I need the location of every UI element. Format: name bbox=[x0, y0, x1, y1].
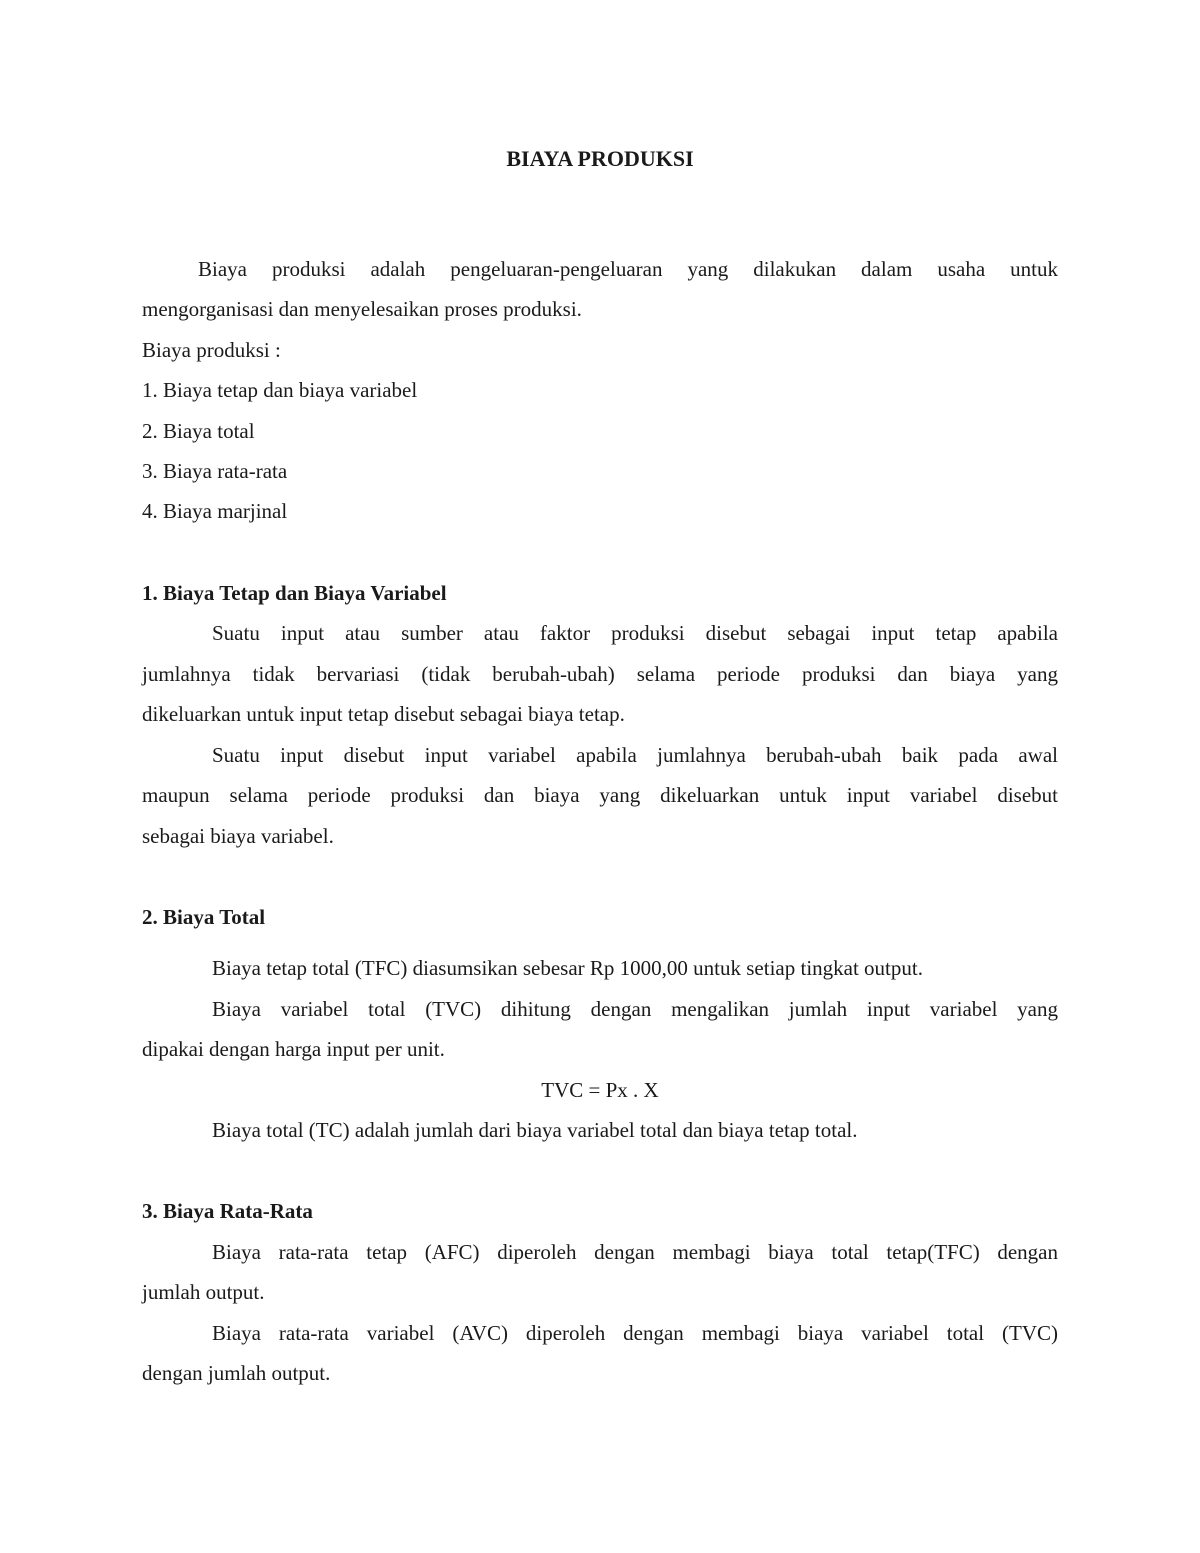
section-3-p1-line: jumlah output. bbox=[142, 1280, 265, 1304]
section-1-p2-line: Suatu input disebut input variabel apabila jumlahnya berubah-ubah baik pada awal bbox=[212, 743, 1058, 767]
list-item: 2. Biaya total bbox=[142, 419, 255, 443]
section-3-p1-line: Biaya rata-rata tetap (AFC) diperoleh dengan membagi biaya total tetap(TFC) dengan bbox=[212, 1240, 1058, 1264]
section-2-p2-line: dipakai dengan harga input per unit. bbox=[142, 1037, 445, 1061]
section-2-p3: Biaya total (TC) adalah jumlah dari biaya variabel total dan biaya tetap total. bbox=[212, 1118, 858, 1142]
section-1-p1-line: Suatu input atau sumber atau faktor produksi disebut sebagai input tetap apabila bbox=[212, 621, 1058, 645]
section-1-p1-line: jumlahnya tidak bervariasi (tidak berubah-ubah) selama periode produksi dan biaya yang bbox=[142, 662, 1058, 686]
formula: TVC = Px . X bbox=[541, 1078, 659, 1102]
section-1-p2-line: maupun selama periode produksi dan biaya yang dikeluarkan untuk input variabel disebut bbox=[142, 783, 1058, 807]
list-item: 4. Biaya marjinal bbox=[142, 499, 288, 523]
section-1-p1-line: dikeluarkan untuk input tetap disebut sebagai biaya tetap. bbox=[142, 702, 625, 726]
section-2-p1: Biaya tetap total (TFC) diasumsikan sebesar Rp 1000,00 untuk setiap tingkat output. bbox=[212, 956, 923, 980]
section-3-p2-line: Biaya rata-rata variabel (AVC) diperoleh dengan membagi biaya variabel total (TVC) bbox=[212, 1321, 1058, 1345]
list-item: 3. Biaya rata-rata bbox=[142, 459, 288, 483]
section-2-p2-line: Biaya variabel total (TVC) dihitung dengan mengalikan jumlah input variabel yang bbox=[212, 997, 1058, 1021]
list-item: 1. Biaya tetap dan biaya variabel bbox=[142, 378, 418, 402]
page-title: BIAYA PRODUKSI bbox=[506, 146, 694, 171]
section-3-heading: 3. Biaya Rata-Rata bbox=[142, 1199, 313, 1223]
list-heading: Biaya produksi : bbox=[142, 338, 281, 362]
section-3-p2-line: dengan jumlah output. bbox=[142, 1361, 331, 1385]
section-1-heading: 1. Biaya Tetap dan Biaya Variabel bbox=[142, 581, 447, 605]
section-1-p2-line: sebagai biaya variabel. bbox=[142, 824, 334, 848]
intro-line-1: Biaya produksi adalah pengeluaran-pengeluaran yang dilakukan dalam usaha untuk bbox=[198, 257, 1058, 281]
section-2-heading: 2. Biaya Total bbox=[142, 905, 266, 929]
intro-line-2: mengorganisasi dan menyelesaikan proses produksi. bbox=[142, 297, 582, 321]
